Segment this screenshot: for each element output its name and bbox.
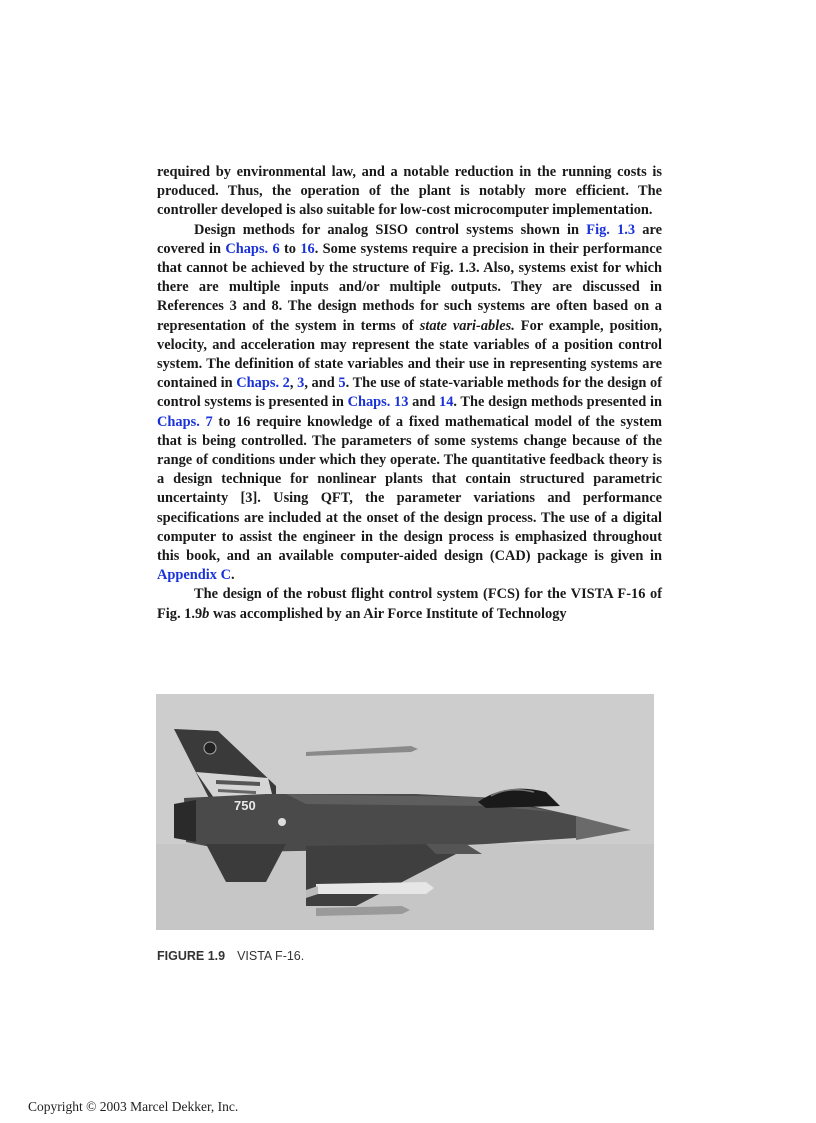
f16-jet-photo [156, 694, 654, 930]
italic-term: b [202, 605, 210, 622]
body-paragraph [157, 163, 662, 221]
figure-label: FIGURE 1.9 [157, 949, 226, 963]
figure-caption-text: VISTA F-16. [237, 949, 305, 963]
text-run: to 16 require knowledge of a fixed mathematical model of the system that is being controlled. The parameters of some systems change because of the range of conditions under which they operate. The quantitative feedback theory is a design technique for nonlinear plants that contain structured parametric uncertainty [3]. Using QFT, the parameter variations and performance specifications are included at the onset of the design process. The use of a digital computer to assist the engineer in the design process is emphasized throughout this book, and an available computer-aided design (CAD) package is given in [157, 413, 662, 565]
text-run: to [279, 240, 301, 257]
text-run: , and [304, 375, 339, 392]
figure-1-9-image [156, 694, 654, 930]
cross-reference-link[interactable]: Appendix C [157, 567, 231, 584]
text-run: , [289, 375, 298, 392]
body-paragraph [157, 221, 662, 586]
text-run: The design of the robust flight control system (FCS) for the VISTA F-16 of Fig. 1.9 [157, 586, 662, 622]
cross-reference-link[interactable]: Chaps. 2 [236, 375, 290, 392]
text-run: . The use of state-variable methods for the design of control systems is presented in [157, 375, 662, 411]
text-run: . [230, 567, 235, 584]
figure-caption [157, 949, 304, 963]
cross-reference-link[interactable]: Chaps. 7 [157, 413, 213, 430]
italic-term: state vari-ables. [419, 317, 515, 334]
text-run: was accomplished by an Air Force Institute of Technology [209, 605, 567, 622]
cross-reference-link[interactable]: 14 [439, 394, 454, 411]
text-run: For example, position, velocity, and acceleration may represent the state variables of a position control system. The definition of state variables and their use in representing systems are contained in [157, 317, 663, 392]
tail-number-text: 750 [234, 798, 256, 813]
text-run: Design methods for analog SISO control systems shown in [194, 221, 587, 238]
cross-reference-link[interactable]: 16 [300, 240, 315, 257]
cross-reference-link[interactable]: 5 [338, 375, 346, 392]
text-run: required by environmental law, and a notable reduction in the running costs is produced. Thus, the operation of the plant is notably more efficient. The controller developed is also suitable for low-cost microcomputer implementation. [157, 164, 662, 219]
text-run: . Some systems require a precision in their performance that cannot be achieved by the structure of Fig. 1.3. Also, systems exist for which there are multiple inputs and/or multiple outputs. They are discussed in References 3 and 8. The design methods for such systems are often based on a representation of the system in terms of [157, 240, 662, 334]
text-run: are covered in [157, 221, 663, 257]
cross-reference-link[interactable]: Fig. 1.3 [586, 221, 636, 238]
text-run: and [408, 394, 440, 411]
body-text [157, 163, 662, 624]
copyright-footer: Copyright © 2003 Marcel Dekker, Inc. [28, 1099, 239, 1114]
cross-reference-link[interactable]: Chaps. 13 [347, 394, 409, 411]
text-run: . The design methods presented in [453, 394, 662, 411]
cross-reference-link[interactable]: Chaps. 6 [225, 240, 280, 257]
body-paragraph [157, 585, 662, 623]
cross-reference-link[interactable]: 3 [297, 375, 305, 392]
